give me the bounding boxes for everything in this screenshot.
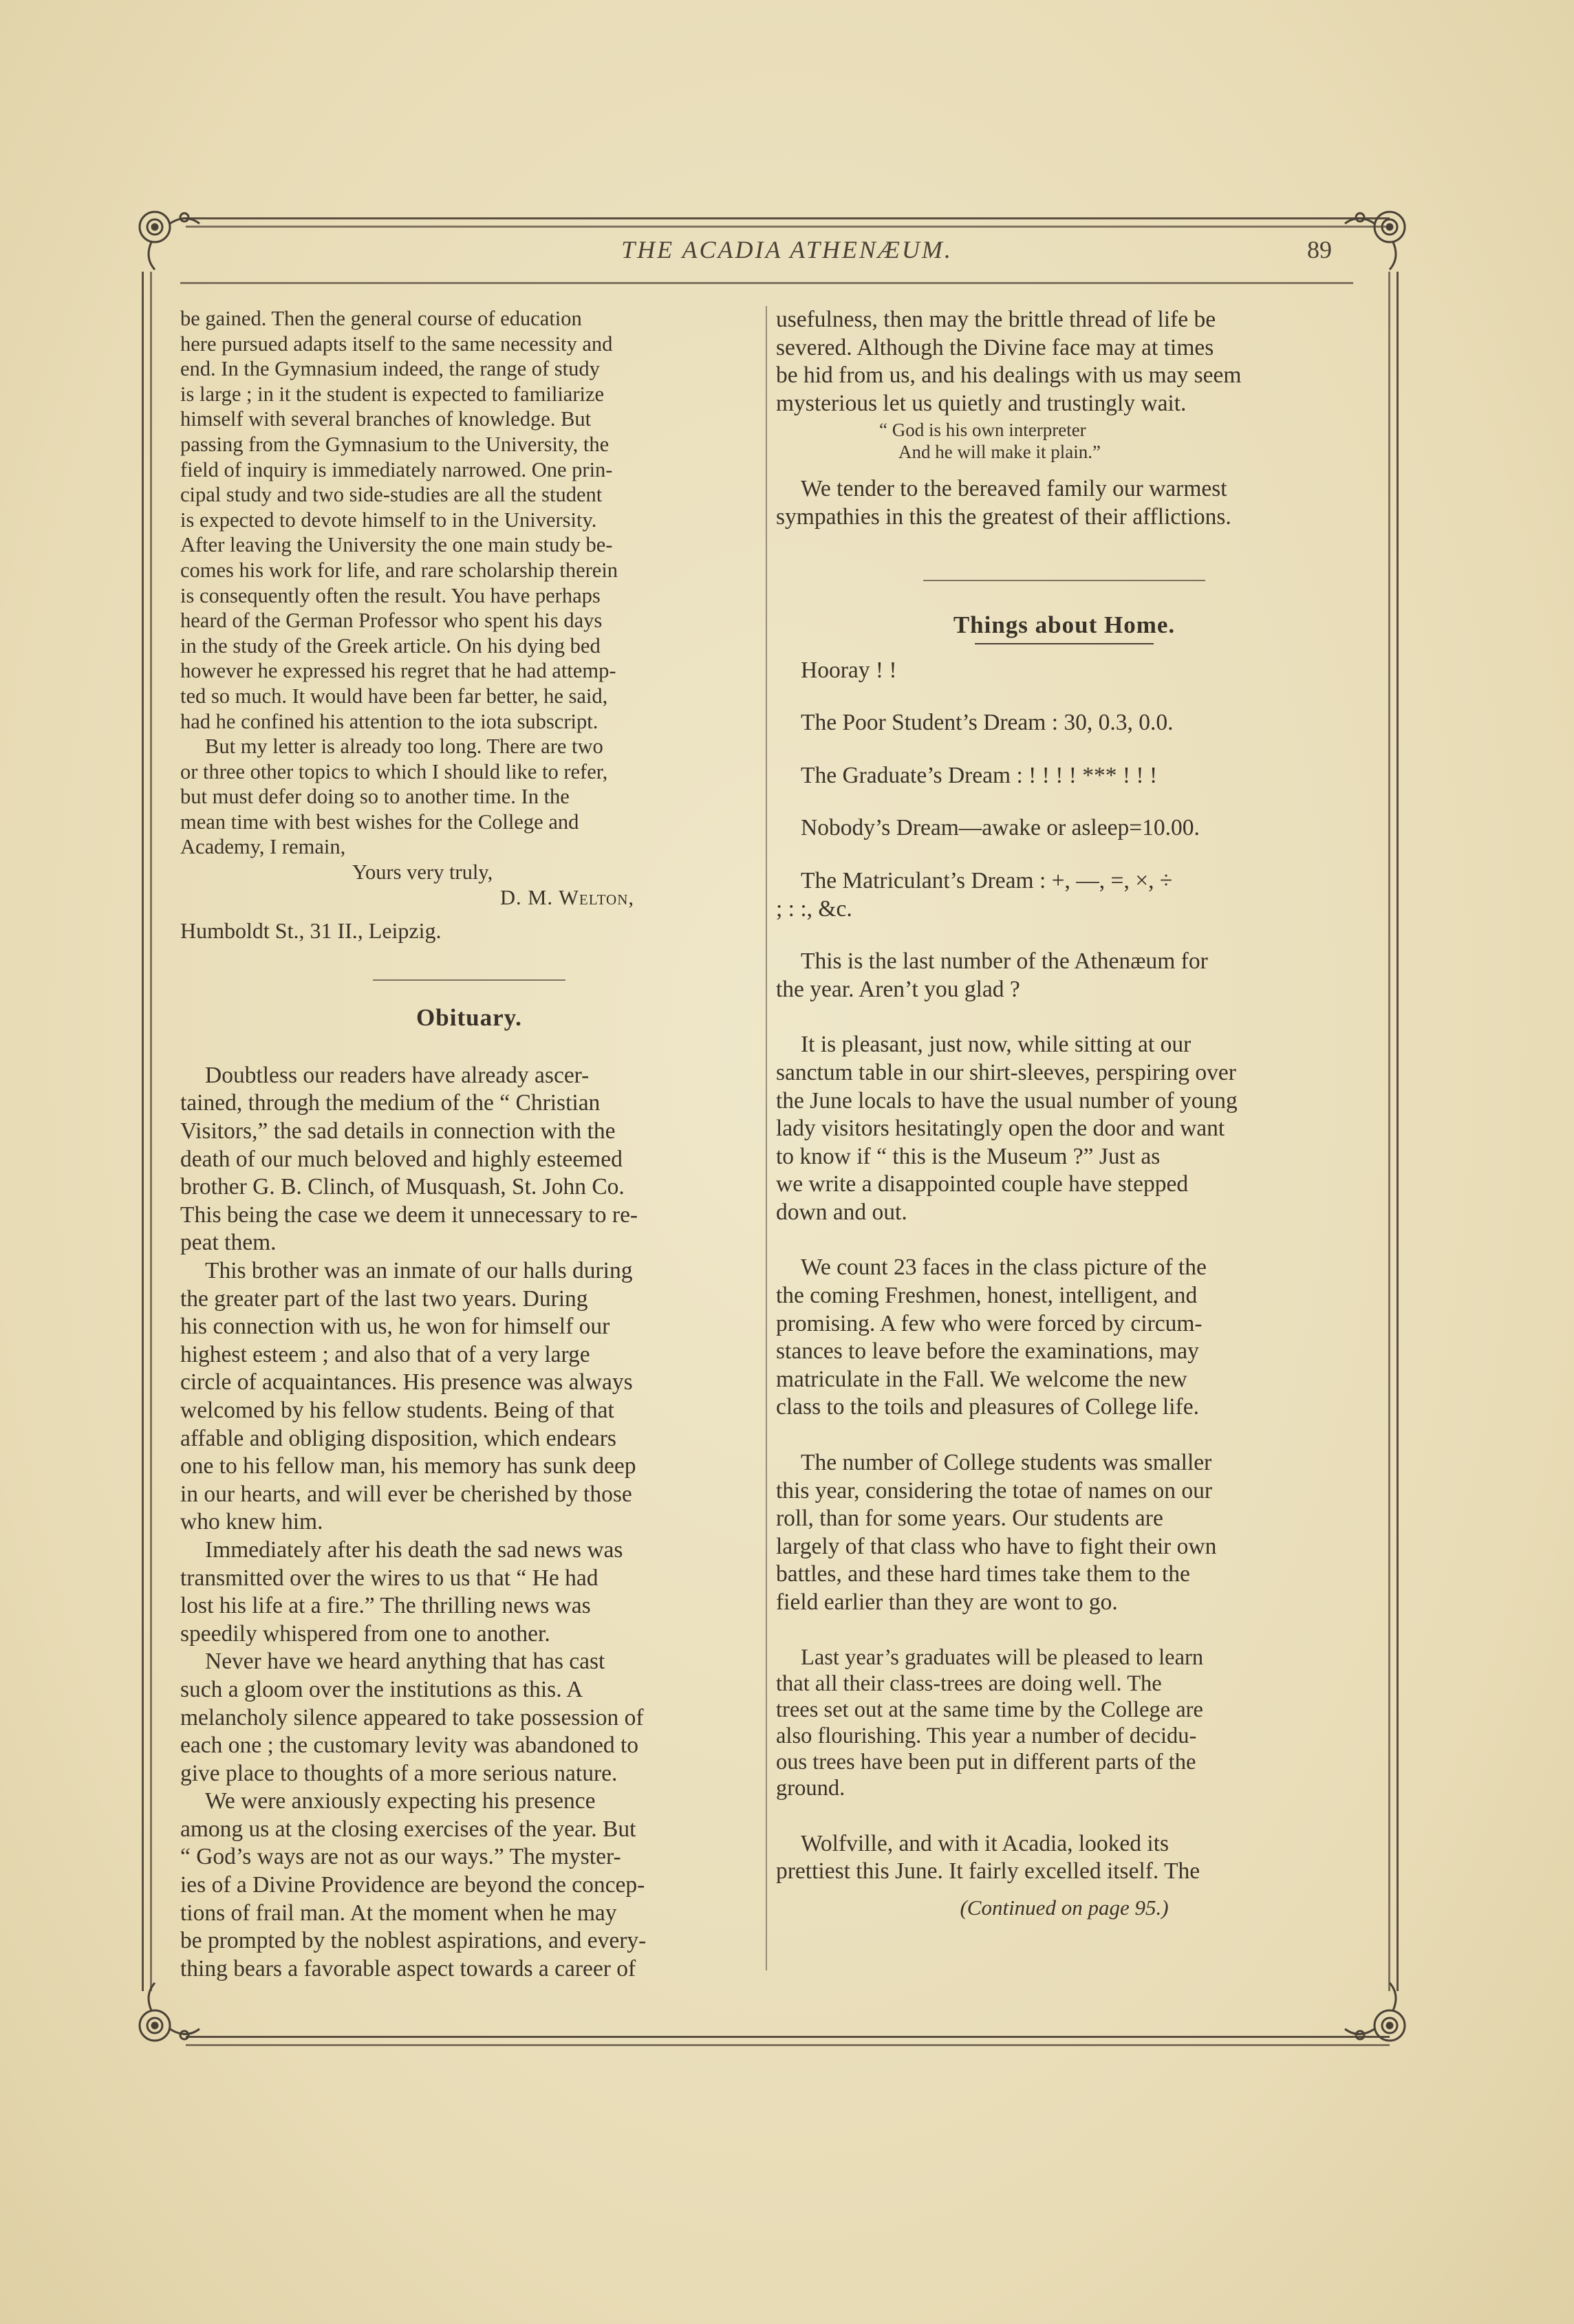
quote-block <box>776 419 1352 463</box>
text-line: tions of frail man. At the moment when he may <box>180 1900 617 1926</box>
text-line: peat them. <box>180 1230 277 1256</box>
poor-student-line: The Poor Student’s Dream : 30, 0.3, 0.0. <box>801 710 1174 736</box>
text-line: each one ; the customary levity was abandoned to <box>180 1733 639 1759</box>
text-line: however he expressed his regret that he had attemp- <box>180 659 616 683</box>
last-number-paragraph <box>776 948 1352 1003</box>
text-line: be prompted by the noblest aspirations, and every- <box>180 1928 647 1954</box>
text-line: Doubtless our readers have already ascer- <box>205 1062 590 1088</box>
text-line: This being the case we deem it unnecessary to re- <box>180 1202 638 1228</box>
closing-line: Yours very truly, <box>352 860 493 884</box>
nobody-line: Nobody’s Dream—awake or asleep=10.00. <box>801 815 1200 841</box>
quote-line: “ God is his own interpreter <box>879 420 1086 441</box>
text-line: the June locals to have the usual number of young <box>776 1087 1238 1114</box>
text-line: “ God’s ways are not as our ways.” The myster- <box>180 1844 621 1870</box>
text-line: tained, through the medium of the “ Christian <box>180 1090 601 1116</box>
obituary-body <box>180 1062 758 1984</box>
text-line: Wolfville, and with it Acadia, looked its <box>801 1830 1169 1856</box>
corner-ornament-bottom-right <box>1338 1977 1421 2060</box>
text-line: usefulness, then may the brittle thread of life be <box>776 307 1216 332</box>
text-line: Immediately after his death the sad news was <box>205 1536 623 1563</box>
text-line: in our hearts, and will ever be cherished by those <box>180 1481 632 1507</box>
text-line: also flourishing. This year a number of decidu- <box>776 1723 1197 1748</box>
text-line: end. In the Gymnasium indeed, the range of study <box>180 357 600 381</box>
text-line: thing bears a favorable aspect towards a career of <box>180 1955 636 1981</box>
corner-ornament-bottom-left <box>124 1977 206 2060</box>
text-line: ted so much. It would have been far better, he said, <box>180 684 608 708</box>
text-line: mean time with best wishes for the College and <box>180 810 579 834</box>
text-line: battles, and these hard times take them to the <box>776 1561 1190 1587</box>
wolfville-paragraph <box>776 1830 1352 1886</box>
text-line: had he confined his attention to the iota subscript. <box>180 709 599 733</box>
frame-top-rule <box>186 217 1390 219</box>
text-line: The number of College students was smaller <box>801 1450 1212 1476</box>
text-line: roll, than for some years. Our students are <box>776 1506 1163 1532</box>
text-line: prettiest this June. It fairly excelled itself. The <box>776 1858 1200 1885</box>
home-items <box>776 657 1352 1920</box>
frame-right-rule <box>1397 272 1399 1991</box>
left-column <box>180 306 758 1983</box>
hooray-line: Hooray ! ! <box>801 657 897 683</box>
text-line: is large ; in it the student is expected to familiarize <box>180 382 605 406</box>
class-count-paragraph <box>776 1254 1352 1422</box>
text-line: brother G. B. Clinch, of Musquash, St. John Co. <box>180 1174 625 1200</box>
text-line: himself with several branches of knowledge. But <box>180 407 592 431</box>
text-line: After leaving the University the one main study be- <box>180 533 613 557</box>
right-column <box>776 306 1352 1920</box>
text-line: lost his life at a fire.” The thrilling news was <box>180 1593 591 1619</box>
text-line: promising. A few who were forced by circum- <box>776 1310 1203 1336</box>
frame-top-rule-inner <box>186 226 1390 228</box>
text-line: speedily whispered from one to another. <box>180 1620 550 1647</box>
text-line: sanctum table in our shirt-sleeves, perspiring over <box>776 1059 1236 1085</box>
text-line: heard of the German Professor who spent his days <box>180 609 603 633</box>
obituary-continuation <box>776 306 1352 417</box>
heading-underline <box>975 643 1154 644</box>
section-separator <box>923 580 1205 581</box>
text-line: who knew him. <box>180 1509 323 1535</box>
text-line: circle of acquaintances. His presence was always <box>180 1369 633 1396</box>
text-line: sympathies in this the greatest of their afflictions. <box>776 503 1231 530</box>
column-divider <box>766 306 767 1970</box>
pleasant-paragraph <box>776 1031 1352 1226</box>
text-line: trees set out at the same time by the College are <box>776 1697 1203 1722</box>
text-line: but must defer doing so to another time. In the <box>180 785 570 809</box>
text-line: field earlier than they are wont to go. <box>776 1589 1118 1615</box>
text-line: We were anxiously expecting his presence <box>205 1788 596 1814</box>
matriculant-line-2: ; : :, &c. <box>776 895 852 922</box>
text-line: severed. Although the Divine face may at times <box>776 334 1214 360</box>
text-line: his connection with us, he won for himself our <box>180 1314 610 1340</box>
sympathy-paragraph <box>776 475 1352 531</box>
text-line: matriculate in the Fall. We welcome the new <box>776 1366 1187 1392</box>
text-line: ies of a Divine Providence are beyond the concep- <box>180 1872 645 1898</box>
text-line: or three other topics to which I should like to refer, <box>180 759 608 783</box>
text-line: Academy, I remain, <box>180 835 346 859</box>
text-line: we write a disappointed couple have stepped <box>776 1171 1189 1197</box>
text-line: Last year’s graduates will be pleased to learn <box>801 1644 1204 1670</box>
text-line: field of inquiry is immediately narrowed. One prin- <box>180 457 613 481</box>
text-line: among us at the closing exercises of the year. But <box>180 1816 636 1842</box>
text-line: in the study of the Greek article. On his dying bed <box>180 633 601 658</box>
text-line: It is pleasant, just now, while sitting at our <box>801 1032 1192 1058</box>
text-line: one to his fellow man, his memory has sunk deep <box>180 1453 636 1479</box>
student-numbers-paragraph <box>776 1449 1352 1617</box>
header-bottom-rule <box>180 282 1353 284</box>
text-line: highest esteem ; and also that of a very large <box>180 1341 590 1367</box>
text-line: comes his work for life, and rare scholarship therein <box>180 558 618 582</box>
text-line: be hid from us, and his dealings with us may seem <box>776 362 1242 389</box>
running-header-title: THE ACADIA ATHENÆUM. <box>621 236 953 263</box>
text-line: the greater part of the last two years. During <box>180 1285 588 1312</box>
text-line: This brother was an inmate of our halls during <box>205 1258 633 1283</box>
continued-notice: (Continued on page 95.) <box>960 1895 1169 1920</box>
text-line: We count 23 faces in the class picture of the <box>801 1255 1207 1281</box>
text-line: ground. <box>776 1775 845 1801</box>
text-line: lady visitors hesitatingly open the door and want <box>776 1116 1225 1142</box>
class-trees-paragraph <box>776 1644 1352 1801</box>
frame-bottom-rule <box>186 2036 1390 2038</box>
obituary-heading: Obituary. <box>416 1003 522 1031</box>
text-line: this year, considering the totae of names on our <box>776 1477 1213 1503</box>
signature: D. M. Welton, <box>500 885 635 909</box>
text-line: Visitors,” the sad details in connection with the <box>180 1118 616 1144</box>
section-separator <box>373 979 565 981</box>
text-line: Never have we heard anything that has cast <box>205 1649 605 1675</box>
text-line: melancholy silence appeared to take possession of <box>180 1704 644 1730</box>
letter-body <box>180 306 758 860</box>
letter-signoff <box>180 860 758 944</box>
text-line: class to the toils and pleasures of College life. <box>776 1394 1199 1420</box>
frame-left-rule <box>142 272 144 1991</box>
text-line: the coming Freshmen, honest, intelligent, and <box>776 1283 1198 1309</box>
text-line: mysterious let us quietly and trustingly wait. <box>776 390 1187 416</box>
graduate-line: The Graduate’s Dream : ! ! ! ! *** ! ! ! <box>801 762 1158 788</box>
text-line: such a gloom over the institutions as this. A <box>180 1676 583 1702</box>
address-line: Humboldt St., 31 II., Leipzig. <box>180 918 442 944</box>
text-line: that all their class-trees are doing well. The <box>776 1671 1162 1696</box>
text-line: transmitted over the wires to us that “ He had <box>180 1565 599 1591</box>
text-line: But my letter is already too long. There are two <box>205 735 603 759</box>
things-about-home-heading: Things about Home. <box>953 611 1176 638</box>
page-number: 89 <box>1307 236 1332 263</box>
text-line: death of our much beloved and highly esteemed <box>180 1146 623 1172</box>
text-line: be gained. Then the general course of education <box>180 307 582 330</box>
text-line: stances to leave before the examinations, may <box>776 1338 1199 1365</box>
text-line: welcomed by his fellow students. Being of that <box>180 1397 614 1423</box>
text-line: to know if “ this is the Museum ?” Just as <box>776 1143 1161 1169</box>
text-line: cipal study and two side-studies are all the student <box>180 483 603 507</box>
text-line: largely of that class who have to fight their own <box>776 1533 1217 1559</box>
text-line: here pursued adapts itself to the same necessity and <box>180 332 613 356</box>
text-line: affable and obliging disposition, which endears <box>180 1425 616 1451</box>
text-line: passing from the Gymnasium to the University, the <box>180 432 610 456</box>
text-line: This is the last number of the Athenæum for <box>801 948 1208 975</box>
text-line: give place to thoughts of a more serious nature. <box>180 1760 618 1786</box>
frame-bottom-rule-inner <box>186 2044 1390 2046</box>
frame-right-rule-inner <box>1388 272 1390 1991</box>
matriculant-line: The Matriculant’s Dream : +, —, =, ×, ÷ <box>801 867 1173 893</box>
quote-line: And he will make it plain.” <box>898 442 1101 463</box>
text-line: ous trees have been put in different parts of the <box>776 1749 1196 1774</box>
text-line: the year. Aren’t you glad ? <box>776 976 1020 1002</box>
frame-left-rule-inner <box>150 272 152 1991</box>
text-line: We tender to the bereaved family our warmest <box>801 476 1227 502</box>
text-line: is expected to devote himself to in the University. <box>180 508 597 532</box>
text-line: is consequently often the result. You have perhaps <box>180 583 601 607</box>
text-line: down and out. <box>776 1199 907 1225</box>
